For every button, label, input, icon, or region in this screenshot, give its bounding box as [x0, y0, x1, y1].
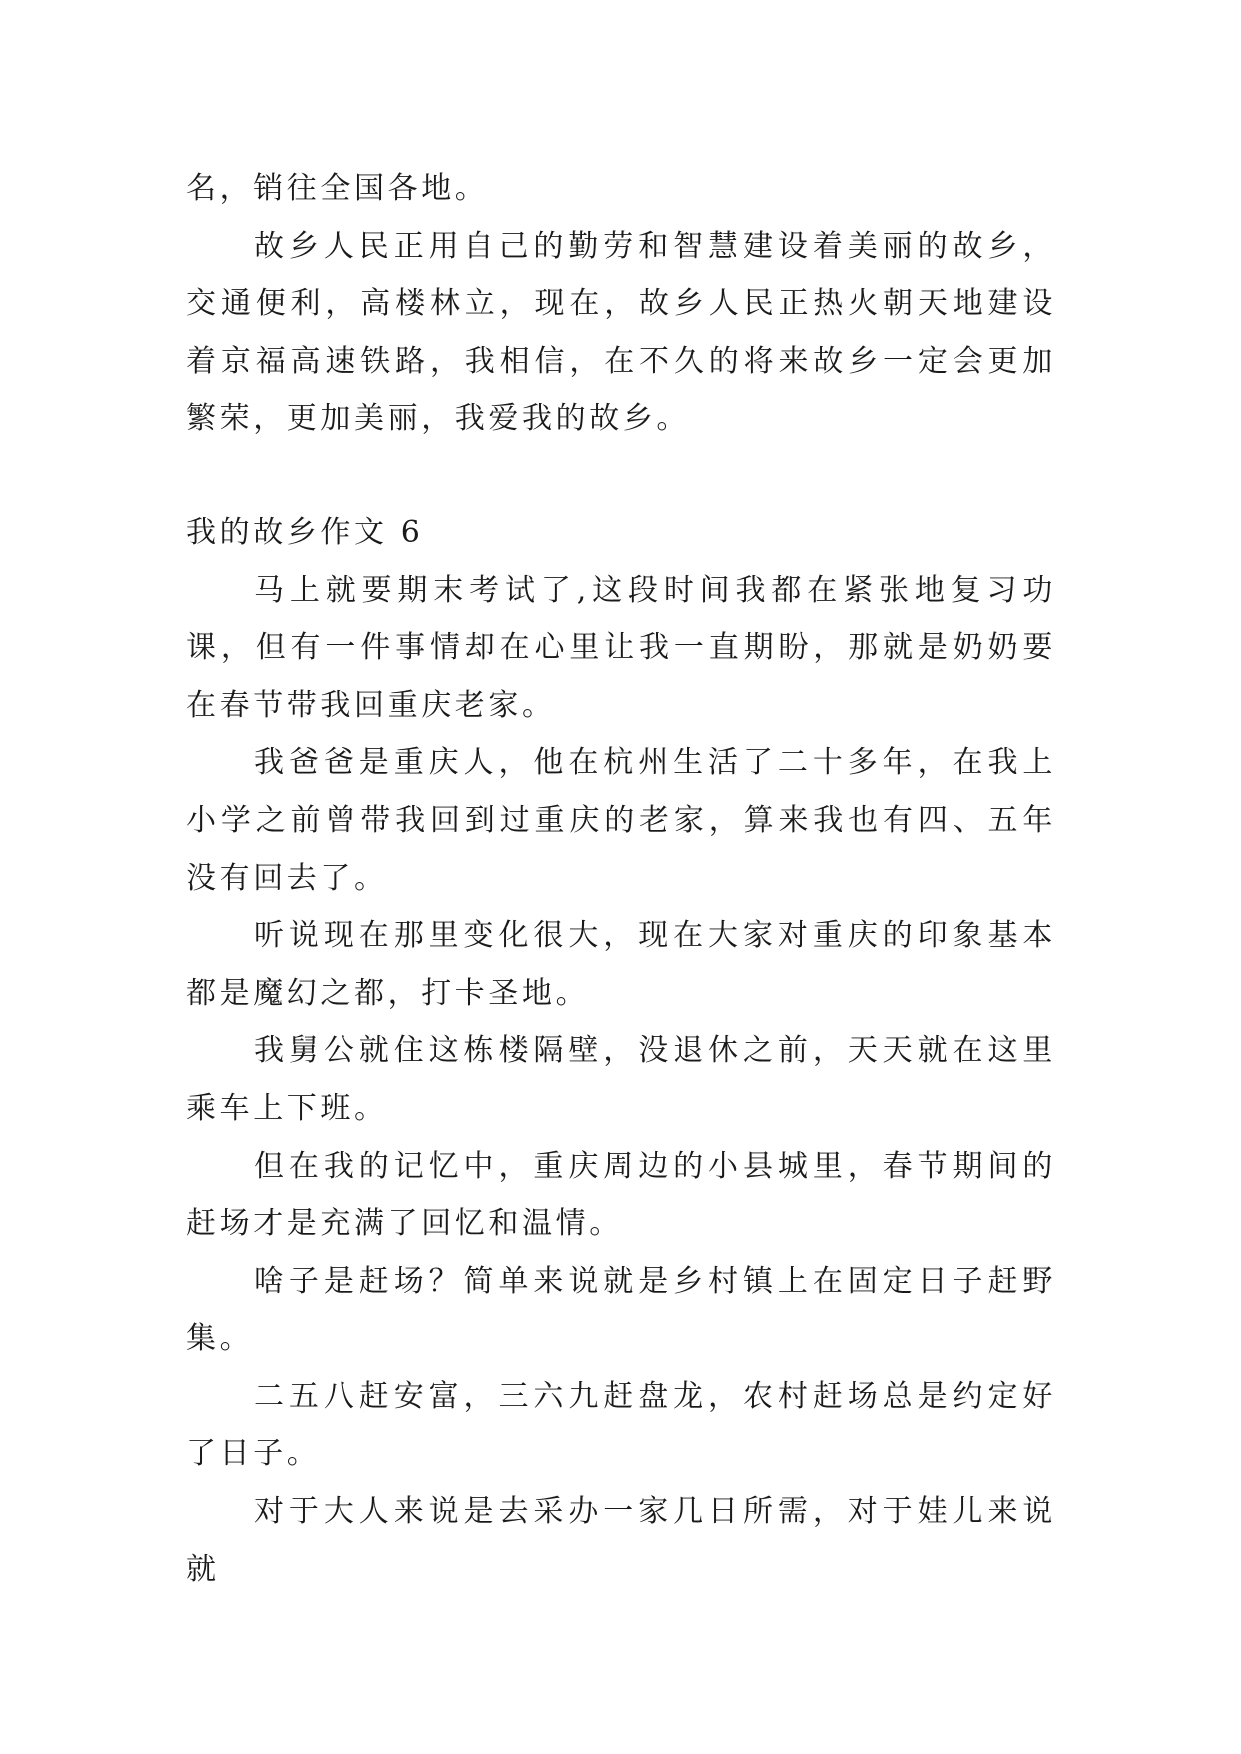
section-title: 我的故乡作文 6 [186, 514, 424, 550]
paragraph: 听说现在那里变化很大，现在大家对重庆的印象基本都是魔幻之都，打卡圣地。 [186, 918, 1056, 1011]
paragraph: 故乡人民正用自己的勤劳和智慧建设着美丽的故乡，交通便利，高楼林立，现在，故乡人民正热火朝天地建设着京福高速铁路，我相信，在不久的将来故乡一定会更加繁荣，更加美丽，我爱我的故乡。 [186, 228, 1056, 437]
document-body [186, 160, 1056, 1598]
paragraph: 我爸爸是重庆人，他在杭州生活了二十多年，在我上小学之前曾带我回到过重庆的老家，算来我也有四、五年没有回去了。 [186, 745, 1056, 896]
paragraph: 对于大人来说是去采办一家几日所需，对于娃儿来说就 [186, 1494, 1056, 1587]
paragraph: 我舅公就住这栋楼隔壁，没退休之前，天天就在这里乘车上下班。 [186, 1033, 1056, 1126]
paragraph: 马上就要期末考试了,这段时间我都在紧张地复习功课，但有一件事情却在心里让我一直期盼，那就是奶奶要在春节带我回重庆老家。 [186, 572, 1056, 723]
paragraph-continuation: 名，销往全国各地。 [186, 171, 489, 206]
paragraph: 二五八赶安富，三六九赶盘龙，农村赶场总是约定好了日子。 [186, 1378, 1056, 1472]
paragraph: 啥子是赶场？简单来说就是乡村镇上在固定日子赶野集。 [186, 1263, 1056, 1357]
paragraph: 但在我的记忆中，重庆周边的小县城里，春节期间的赶场才是充满了回忆和温情。 [186, 1148, 1056, 1242]
